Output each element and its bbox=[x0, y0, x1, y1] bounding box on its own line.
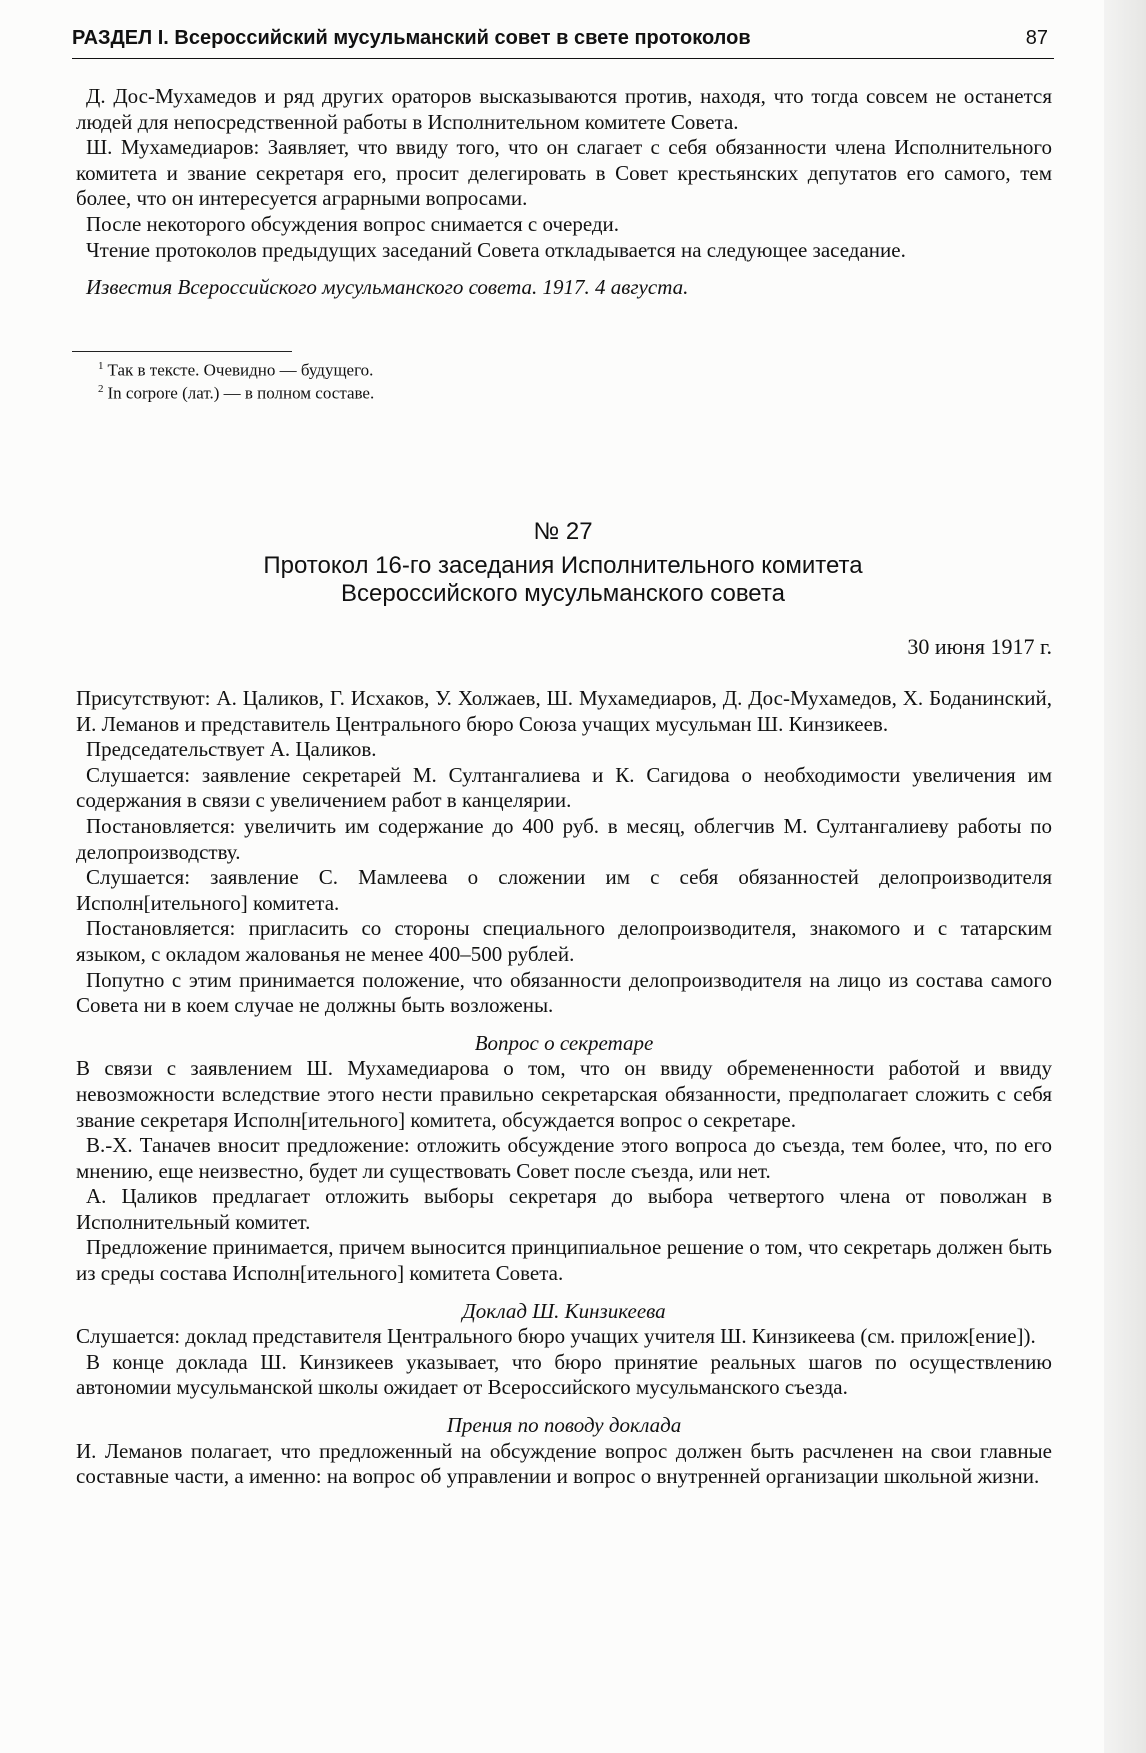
paragraph: Чтение протоколов предыдущих заседаний Совета откладывается на следующее заседание. bbox=[86, 237, 906, 262]
paragraph: Предложение принимается, причем выносится принципиальное решение о том, что секретарь должен быть из среды состава Исполн[ительного] комитета Совета. bbox=[76, 1235, 1052, 1286]
paragraph: Слушается: заявление секретарей М. Султангалиева и К. Сагидова о необходимости увеличения им содержания в связи с увеличением работ в канцелярии. bbox=[76, 762, 1052, 813]
paragraph: В конце доклада Ш. Кинзикеев указывает, что бюро принятие реальных шагов по осуществлению автономии мусульманской школы ожидает от Всероссийского мусульманского съезда. bbox=[76, 1349, 1052, 1400]
footnote-2: $^2$ In corpore (лат.) — в полном составе. bbox=[98, 383, 375, 403]
paragraph: Председательствует А. Цаликов. bbox=[86, 737, 377, 762]
footnote-rule bbox=[72, 351, 292, 352]
paragraph: После некоторого обсуждения вопрос снимается с очереди. bbox=[86, 211, 620, 236]
source-citation: Известия Всероссийского мусульманского совета. 1917. 4 августа. bbox=[86, 275, 689, 300]
paragraph: Попутно с этим принимается положение, что обязанности делопроизводителя на лицо из состава самого Совета ни в коем случае не должны быть возложены. bbox=[76, 967, 1052, 1018]
paragraph: Присутствуют: А. Цаликов, Г. Исхаков, У. Холжаев, Ш. Мухамедиаров, Д. Дос-Мухамедов, Х. Боданинский, И. Леманов и представитель Центрального бюро Союза учащих мусульман Ш. Кинзикеев. bbox=[76, 686, 1052, 736]
section-heading-report: Доклад Ш. Кинзикеева bbox=[462, 1298, 666, 1323]
header-title: РАЗДЕЛ I. Всероссийский мусульманский совет в свете протоколов bbox=[72, 27, 751, 49]
paragraph: Слушается: заявление С. Мамлеева о сложении им с себя обязанностей делопроизводителя Исполн[ительного] комитета. bbox=[76, 865, 1052, 915]
paragraph: И. Леманов полагает, что предложенный на обсуждение вопрос должен быть расчленен на свои главные составные части, а именно: на вопрос об управлении и вопрос о внутренней организации школьной жизни. bbox=[76, 1438, 1052, 1489]
running-header bbox=[72, 24, 1054, 59]
paragraph: Слушается: доклад представителя Центрального бюро учащих учителя Ш. Кинзикеева (см. прилож[ение]). bbox=[76, 1324, 1036, 1349]
section-heading-debate: Прения по поводу доклада bbox=[446, 1413, 682, 1438]
document-title-line1: Протокол 16-го заседания Исполнительного комитета bbox=[263, 552, 863, 579]
paragraph: В связи с заявлением Ш. Мухамедиарова о том, что он ввиду обремененности работой и ввиду невозможности вследствие этого нести правильно секретарская обязанности, предполагает сложить с себя звание секретаря Исполн[ительного] комитета, обсуждается вопрос о секретаре. bbox=[76, 1056, 1052, 1132]
paragraph: Постановляется: увеличить им содержание до 400 руб. в месяц, облегчив М. Султангалиеву работы по делопроизводству. bbox=[76, 813, 1052, 864]
paragraph: Д. Дос-Мухамедов и ряд других ораторов высказываются против, находя, что тогда совсем не останется людей для непосредственной работы в Исполнительном комитете Совета. bbox=[76, 84, 1052, 134]
top-text-block bbox=[76, 84, 1052, 301]
document-number: № 27 bbox=[533, 518, 593, 545]
footnote-1: $^1$ Так в тексте. Очевидно — будущего. bbox=[98, 360, 374, 380]
document-title-line2: Всероссийского мусульманского совета bbox=[341, 580, 785, 607]
paragraph: Постановляется: пригласить со стороны специального делопроизводителя, знакомого и с татарским языком, с окладом жалованья не менее 400–500 рублей. bbox=[76, 916, 1052, 966]
page-number: 87 bbox=[1025, 27, 1048, 49]
scan-edge bbox=[1104, 0, 1146, 1753]
section-heading-secretary: Вопрос о секретаре bbox=[474, 1030, 654, 1055]
paragraph: А. Цаликов предлагает отложить выборы секретаря до выбора четвертого члена от поволжан в Исполнительный комитет. bbox=[76, 1184, 1052, 1234]
protocol-text bbox=[76, 686, 1052, 1490]
document-date: 30 июня 1917 г. bbox=[907, 634, 1052, 659]
paragraph: В.-Х. Таначев вносит предложение: отложить обсуждение этого вопроса до съезда, тем более, что, по его мнению, еще неизвестно, будет ли существовать Совет после съезда, или нет. bbox=[76, 1133, 1052, 1183]
paragraph: Ш. Мухамедиаров: Заявляет, что ввиду того, что он слагает с себя обязанности члена Исполнительного комитета и звание секретаря его, просит делегировать в Совет крестьянских депутатов его самого, тем более, что он интересуется аграрными вопросами. bbox=[76, 135, 1052, 211]
